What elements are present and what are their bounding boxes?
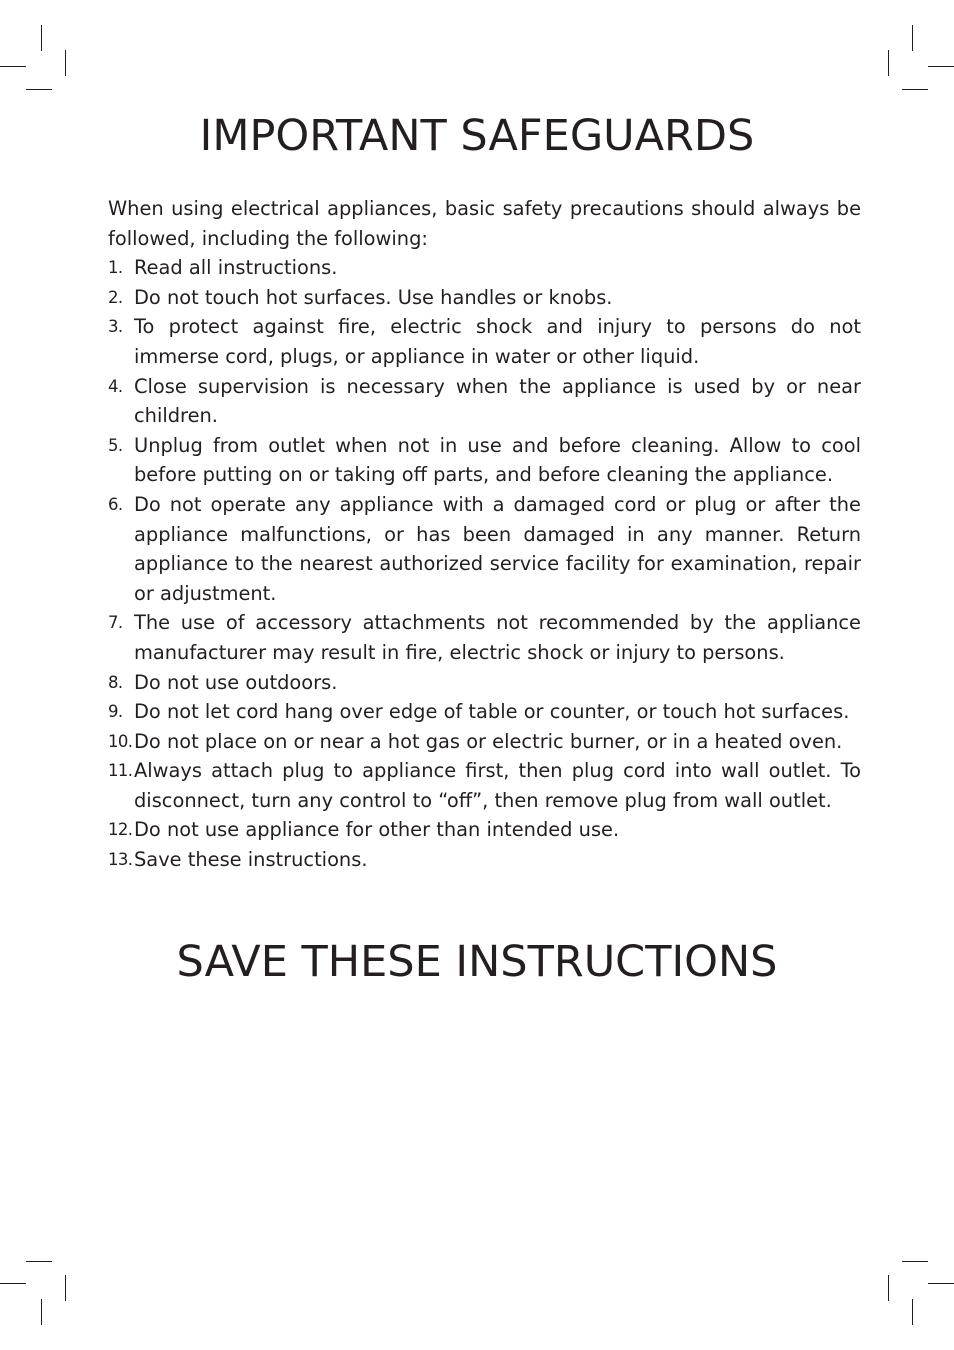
item-number: 5. xyxy=(108,435,123,455)
crop-mark xyxy=(0,1283,26,1284)
item-text: Do not operate any appliance with a damaged cord or plug or after the appliance malfunctions, or has been damaged in any manner. Return appliance to the nearest authorized service facility for examination, repair or adjustment. xyxy=(134,492,861,605)
crop-mark xyxy=(912,1299,913,1325)
list-item xyxy=(108,815,861,845)
list-item xyxy=(108,253,861,283)
footer-title: SAVE THESE INSTRUCTIONS xyxy=(176,937,778,987)
item-number: 6. xyxy=(108,494,123,514)
list-item xyxy=(108,312,861,371)
list-item xyxy=(108,608,861,667)
list-item xyxy=(108,283,861,313)
item-number: 13. xyxy=(108,850,133,870)
crop-mark xyxy=(902,1261,928,1262)
item-text: Do not let cord hang over edge of table or counter, or touch hot surfaces. xyxy=(134,700,850,724)
item-text: Do not use outdoors. xyxy=(134,670,338,694)
item-text: The use of accessory attachments not recommended by the appliance manufacturer may result in fire, electric shock or injury to persons. xyxy=(134,611,861,664)
item-text: Do not touch hot surfaces. Use handles or knobs. xyxy=(134,285,613,309)
item-text: Save these instructions. xyxy=(134,848,368,872)
list-item xyxy=(108,727,861,757)
page-title: IMPORTANT SAFEGUARDS xyxy=(199,111,755,161)
item-number: 3. xyxy=(108,317,123,337)
item-number: 1. xyxy=(108,258,123,278)
item-number: 4. xyxy=(108,376,123,396)
list-item xyxy=(108,845,861,875)
crop-mark xyxy=(41,25,42,51)
item-number: 8. xyxy=(108,672,123,692)
crop-mark xyxy=(888,50,889,76)
safeguards-content xyxy=(108,194,861,875)
item-number: 9. xyxy=(108,702,123,722)
intro-paragraph: When using electrical appliances, basic safety precautions should always be followed, including the following: xyxy=(108,197,861,250)
item-number: 2. xyxy=(108,287,123,307)
crop-mark xyxy=(888,1275,889,1301)
list-item xyxy=(108,756,861,815)
crop-mark xyxy=(65,50,66,76)
item-text: Unplug from outlet when not in use and before cleaning. Allow to cool before putting on or taking off parts, and before cleaning the appliance. xyxy=(134,433,861,487)
item-number: 10. xyxy=(108,731,133,751)
crop-mark xyxy=(912,25,913,51)
item-text: Read all instructions. xyxy=(134,256,338,280)
list-item xyxy=(108,668,861,698)
crop-mark xyxy=(26,89,52,90)
list-item xyxy=(108,372,861,431)
crop-mark xyxy=(0,66,26,67)
item-text: To protect against fire, electric shock and injury to persons do not immerse cord, plugs, or appliance in water or other liquid. xyxy=(134,315,861,368)
crop-mark xyxy=(928,1283,954,1284)
crop-mark xyxy=(41,1299,42,1325)
item-text: Close supervision is necessary when the appliance is used by or near children. xyxy=(134,374,861,428)
crop-mark xyxy=(65,1275,66,1301)
item-text: Do not use appliance for other than intended use. xyxy=(134,818,620,842)
item-number: 12. xyxy=(108,820,133,840)
list-item xyxy=(108,431,861,490)
item-number: 7. xyxy=(108,613,123,633)
item-text: Do not place on or near a hot gas or electric burner, or in a heated oven. xyxy=(134,729,843,753)
item-text: Always attach plug to appliance first, then plug cord into wall outlet. To disconnect, turn any control to “off”, then remove plug from wall outlet. xyxy=(134,759,861,812)
safeguards-list xyxy=(108,253,861,874)
crop-mark xyxy=(928,66,954,67)
list-item xyxy=(108,697,861,727)
list-item xyxy=(108,490,861,608)
crop-mark xyxy=(26,1261,52,1262)
item-number: 11. xyxy=(108,761,133,781)
crop-mark xyxy=(902,89,928,90)
